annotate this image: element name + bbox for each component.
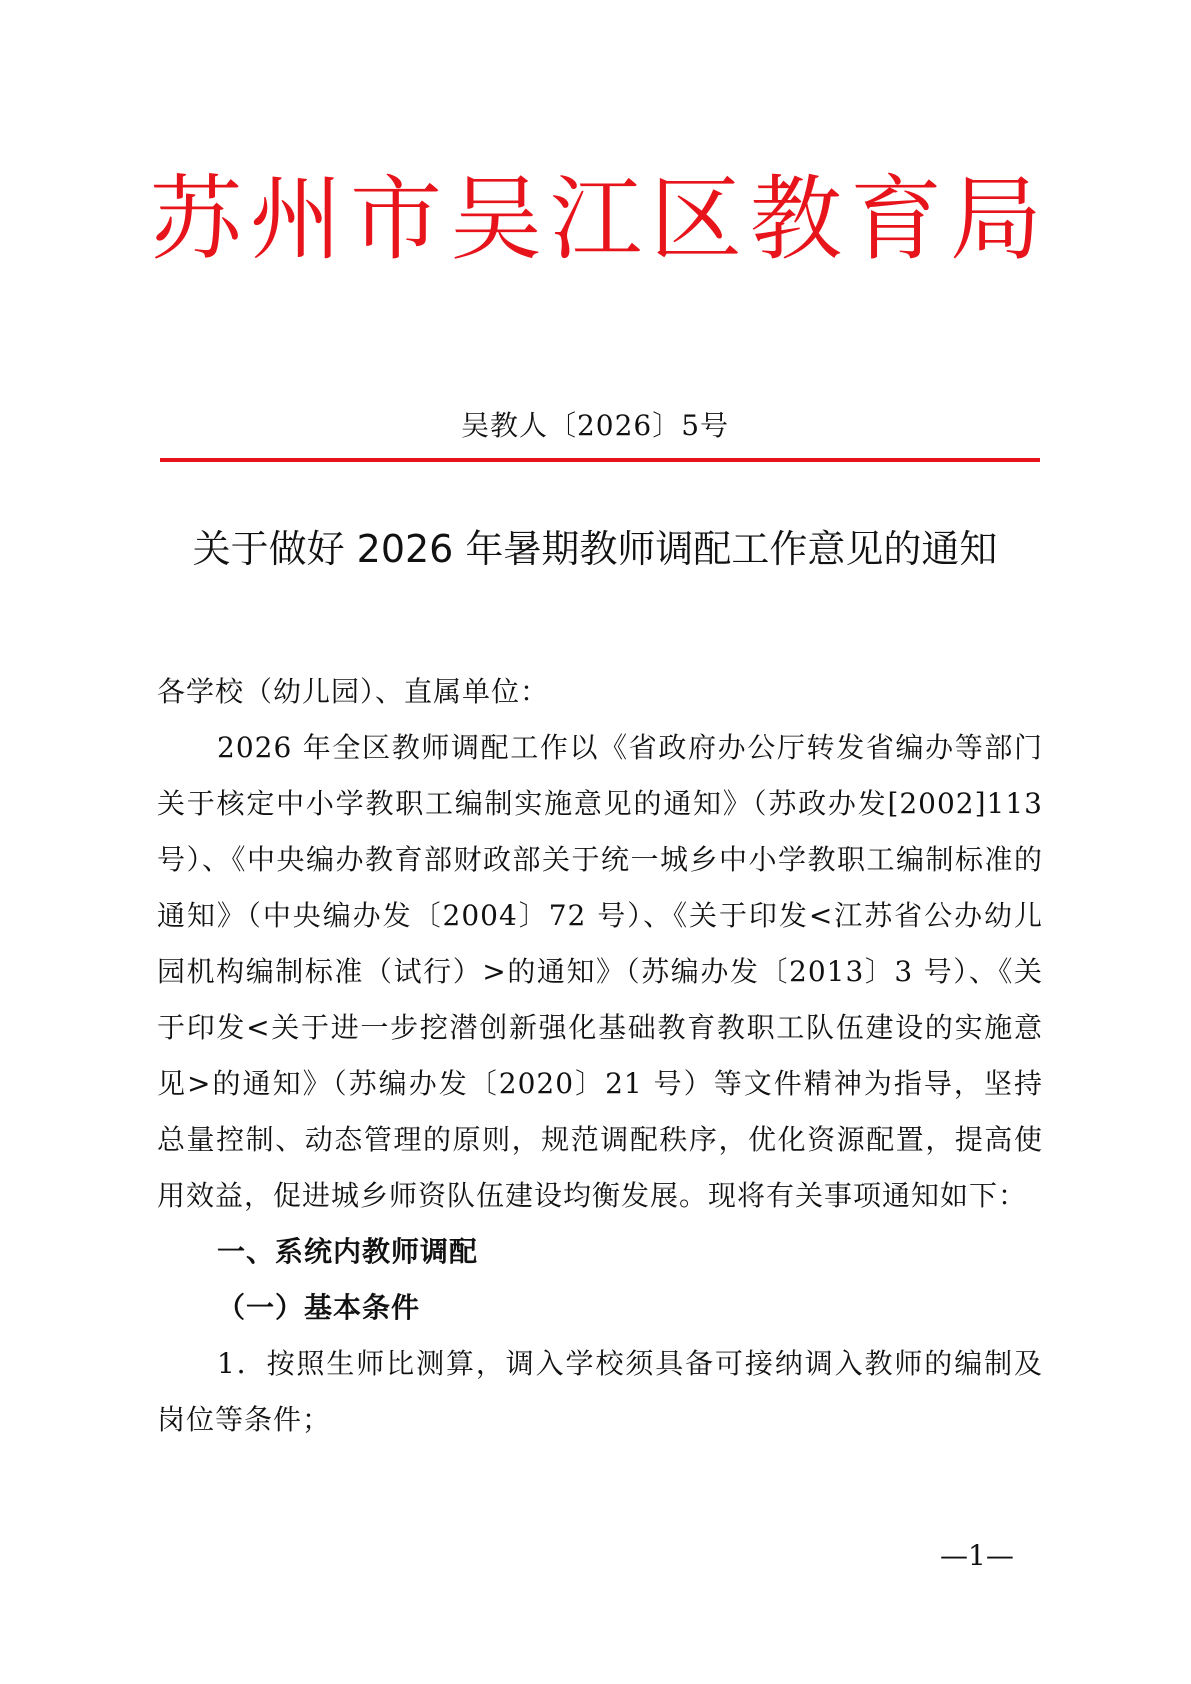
section-heading: 一、系统内教师调配 bbox=[217, 1235, 479, 1268]
document-body bbox=[157, 664, 1043, 1448]
list-item: 1．按照生师比测算，调入学校须具备可接纳调入教师的编制及岗位等条件； bbox=[157, 1347, 1043, 1436]
issuing-organization-header: 苏州市吴江区教育局 bbox=[150, 166, 1051, 273]
page-number: —1— bbox=[940, 1539, 1014, 1572]
salutation: 各学校（幼儿园）、直属单位： bbox=[157, 675, 550, 708]
body-paragraph: 2026 年全区教师调配工作以《省政府办公厅转发省编办等部门关于核定中小学教职工编制实施意见的通知》（苏政办发[2002]113 号）、《中央编办教育部财政部关于统一城乡中小学教职工编制标准的通知》（中央编办发〔2004〕72 号）、《关于印发<江苏省公办幼儿园机构编制标准（试行）>的通知》（苏编办发〔2013〕3 号）、《关于印发<关于进一步挖潜创新强化基础教育教职工队伍建设的实施意见>的通知》（苏编办发〔2020〕21 号）等文件精神为指导，坚持总量控制、动态管理的原则，规范调配秩序，优化资源配置，提高使用效益，促进城乡师资队伍建设均衡发展。现将有关事项通知如下： bbox=[157, 731, 1043, 1212]
document-number: 吴教人〔2026〕5号 bbox=[460, 409, 730, 442]
subsection-heading: （一）基本条件 bbox=[217, 1291, 421, 1324]
document-title: 关于做好 2026 年暑期教师调配工作意见的通知 bbox=[192, 527, 998, 571]
red-divider-line bbox=[160, 458, 1040, 462]
